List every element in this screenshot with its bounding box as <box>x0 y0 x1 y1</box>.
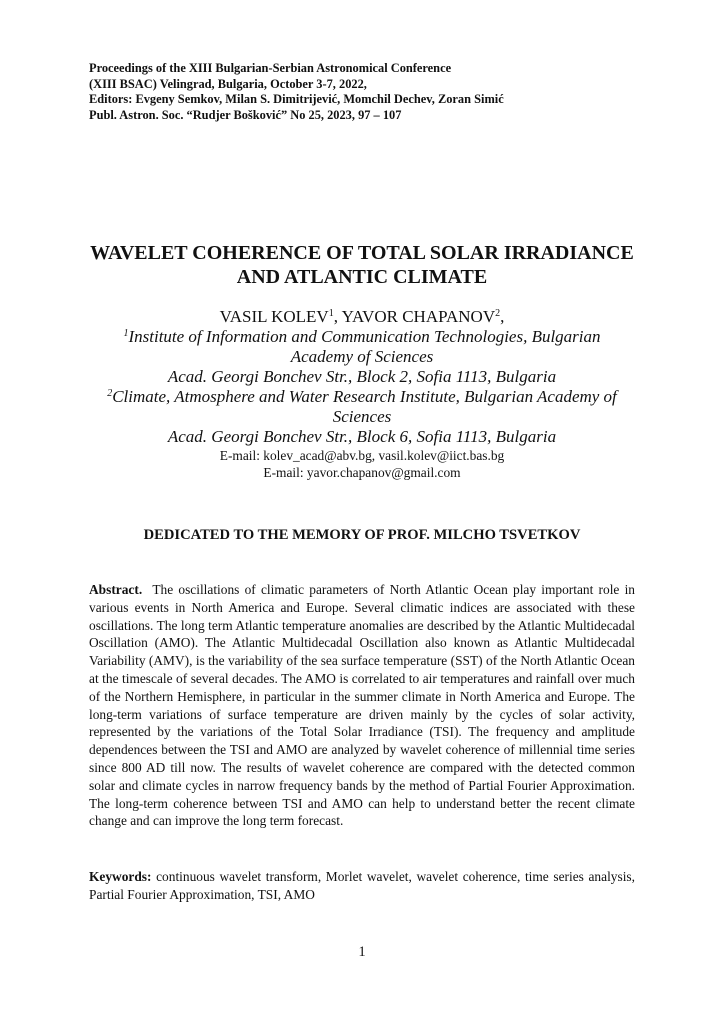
abstract <box>89 581 635 830</box>
abstract-label: Abstract. <box>89 582 143 597</box>
affiliation <box>60 387 664 407</box>
affiliation-address: Acad. Georgi Bonchev Str., Block 2, Sofia 1113, Bulgaria <box>167 367 557 386</box>
affiliation-line: Academy of Sciences <box>290 347 434 366</box>
author-name: YAVOR CHAPANOV <box>341 307 496 326</box>
author-block <box>60 307 664 481</box>
header-line: Publ. Astron. Soc. “Rudjer Bošković” No 25, 2023, 97 – 107 <box>89 107 402 122</box>
affiliation-marker: 1 <box>123 328 129 339</box>
dedication: DEDICATED TO THE MEMORY OF PROF. MILCHO TSVETKOV <box>143 527 581 543</box>
title-line: AND ATLANTIC CLIMATE <box>236 266 488 288</box>
paper-title <box>60 241 664 289</box>
email-line: E-mail: kolev_acad@abv.bg, vasil.kolev@iict.bas.bg <box>219 448 505 463</box>
abstract-text: The oscillations of climatic parameters of North Atlantic Ocean play important role in various events in North America and Europe. Several climatic indices are associated with these oscillations. The long term Atlantic temperature anomalies are described by the Atlantic Multidecadal Oscillation (AMO). The Atlantic Multidecadal Oscillation also known as Atlantic Multidecadal Variability (AMV), is the variability of the sea surface temperature (SST) of the North Atlantic Ocean at the timescale of several decades. The AMO is correlated to air temperatures and rainfall over much of the Northern Hemisphere, in particular in the summer climate in North America and Europe. The long-term variations of surface temperature are driven mainly by the cycles of solar activity, represented by the variations of the Total Solar Irradiance (TSI). The frequency and amplitude dependences between the TSI and AMO are analyzed by wavelet coherence of millennial time series since 800 AD till now. The results of wavelet coherence are compared with the detected common solar and climate cycles in narrow frequency bands by the method of Partial Fourier Approximation. The long-term coherence between TSI and AMO can help to understand better the recent climate change and can improve the long term forecast. <box>89 582 635 829</box>
affiliation-marker: 1 <box>328 308 334 319</box>
affiliation-line: Institute of Information and Communication Technologies, Bulgarian <box>128 327 601 346</box>
author-list <box>60 307 664 327</box>
header-line: (XIII BSAC) Velingrad, Bulgaria, October 3-7, 2022, <box>89 76 367 91</box>
header-line: Editors: Evgeny Semkov, Milan S. Dimitrijević, Momchil Dechev, Zoran Simić <box>89 92 504 107</box>
keywords-text: continuous wavelet transform, Morlet wavelet, wavelet coherence, time series analysis, Partial Fourier Approximation, TSI, AMO <box>89 869 635 902</box>
affiliation-address: Acad. Georgi Bonchev Str., Block 6, Sofia 1113, Bulgaria <box>167 427 557 446</box>
author-separator: , <box>333 307 342 326</box>
proceedings-header <box>89 61 649 123</box>
affiliation-marker: 2 <box>495 308 501 319</box>
email-line: E-mail: yavor.chapanov@gmail.com <box>263 465 461 480</box>
title-line: WAVELET COHERENCE OF TOTAL SOLAR IRRADIANCE <box>90 242 634 264</box>
affiliation <box>60 327 664 347</box>
author-trailing: , <box>500 307 505 326</box>
keywords-label: Keywords: <box>89 869 152 884</box>
header-line: Proceedings of the XIII Bulgarian-Serbian Astronomical Conference <box>89 61 452 75</box>
affiliation-line: Sciences <box>332 407 392 426</box>
author-name: VASIL KOLEV <box>219 307 329 326</box>
keywords <box>89 868 635 904</box>
page-number: 1 <box>358 944 366 960</box>
affiliation-line: Climate, Atmosphere and Water Research Institute, Bulgarian Academy of <box>112 387 617 406</box>
affiliation-marker: 2 <box>107 388 113 399</box>
